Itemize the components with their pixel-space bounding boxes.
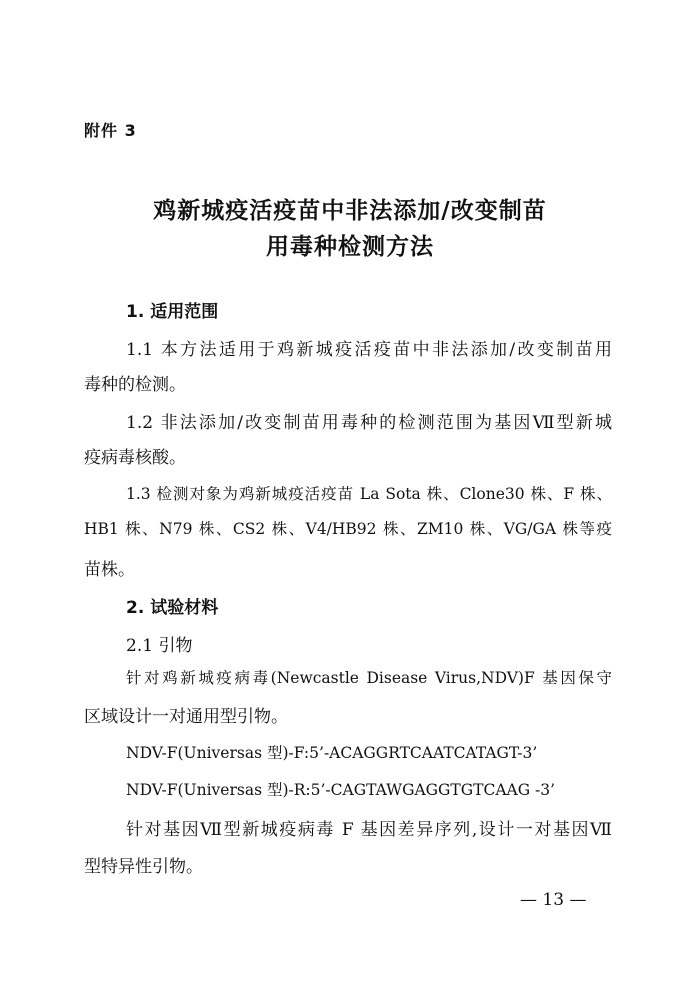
document-title-line-1: 鸡新城疫活疫苗中非法添加/改变制苗 xyxy=(153,198,547,224)
section-2-heading: 2. 试验材料 xyxy=(126,598,219,618)
section-1-3-line-2: HB1 株、N79 株、CS2 株、V4/HB92 株、ZM10 株、VG/GA 株等疫 xyxy=(84,520,612,538)
attachment-label: 附件 3 xyxy=(84,121,137,140)
document-title-line-2: 用毒种检测方法 xyxy=(266,234,434,260)
specific-primer-line-1: 针对基因Ⅶ型新城疫病毒 F 基因差异序列,设计一对基因Ⅶ xyxy=(126,820,612,840)
section-1-2-line-2: 疫病毒核酸。 xyxy=(84,448,186,468)
primer-paragraph-line-2: 区域设计一对通用型引物。 xyxy=(84,707,288,727)
specific-primer-line-2: 型特异性引物。 xyxy=(84,857,203,877)
section-1-1-line-2: 毒种的检测。 xyxy=(84,375,186,395)
section-1-heading: 1. 适用范围 xyxy=(126,302,219,322)
page-number: — 13 — xyxy=(520,890,587,910)
section-1-3-line-1: 1.3 检测对象为鸡新城疫活疫苗 La Sota 株、Clone30 株、F 株、 xyxy=(126,485,612,503)
section-1-3-line-3: 苗株。 xyxy=(84,560,135,580)
section-1-2-line-1: 1.2 非法添加/改变制苗用毒种的检测范围为基因Ⅶ型新城 xyxy=(126,413,612,433)
section-1-1-line-1: 1.1 本方法适用于鸡新城疫活疫苗中非法添加/改变制苗用 xyxy=(126,340,612,360)
primer-reverse: NDV-F(Universas 型)-R:5’-CAGTAWGAGGTGTCAAG -3’ xyxy=(126,781,556,799)
section-2-1-heading: 2.1 引物 xyxy=(126,636,193,656)
primer-paragraph-line-1: 针对鸡新城疫病毒(Newcastle Disease Virus,NDV)F 基因保守 xyxy=(126,669,612,687)
primer-forward: NDV-F(Universas 型)-F:5’-ACAGGRTCAATCATAGT-3’ xyxy=(126,744,538,762)
